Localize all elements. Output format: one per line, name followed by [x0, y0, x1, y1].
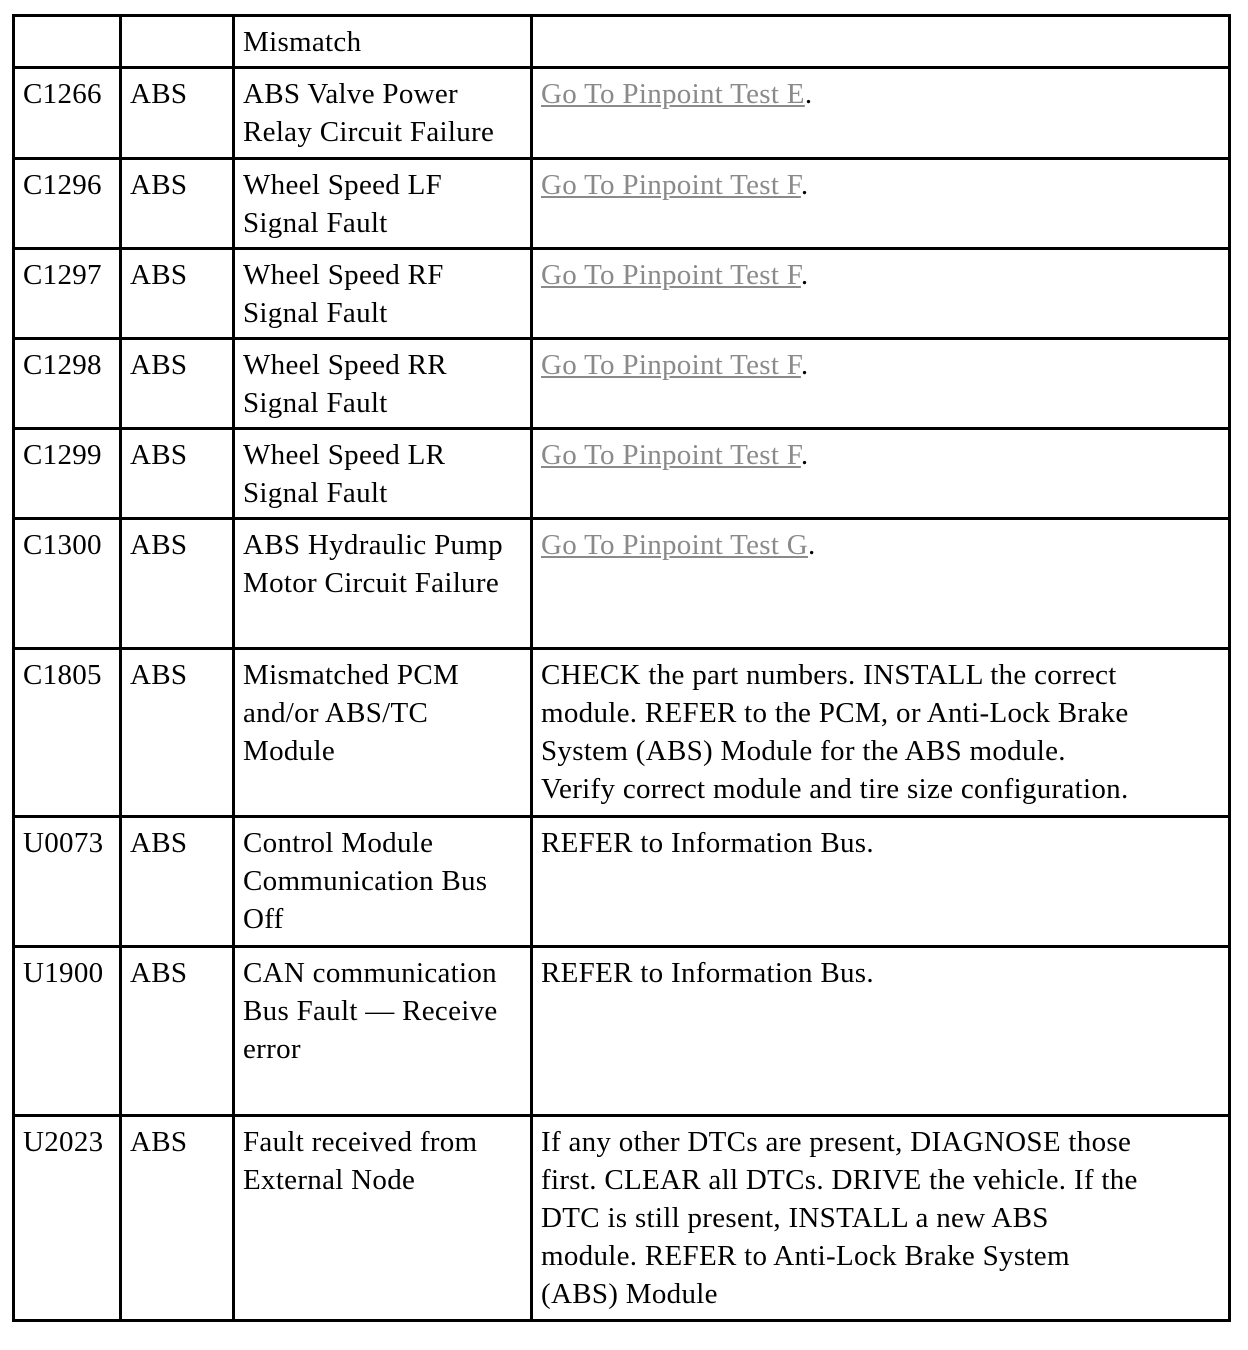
- pinpoint-test-link[interactable]: Go To Pinpoint Test F: [541, 439, 801, 471]
- action-text: If any other DTCs are present, DIAGNOSE those first. CLEAR all DTCs. DRIVE the vehicle. If the DTC is still present, INSTALL a new ABS module. REFER to Anti-Lock Brake System (ABS) Module: [541, 1126, 1138, 1310]
- table-row: [14, 249, 1230, 339]
- action-text: REFER to Information Bus.: [541, 957, 874, 989]
- table-row: [14, 339, 1230, 429]
- table-row: [14, 817, 1230, 947]
- description-cell: Wheel Speed RF Signal Fault: [234, 249, 532, 339]
- description-cell: CAN communication Bus Fault — Receive error: [234, 947, 532, 1116]
- link-suffix: .: [800, 439, 809, 471]
- module-cell: ABS: [121, 649, 234, 817]
- dtc-code-cell: C1299: [14, 429, 121, 519]
- module-cell: ABS: [121, 947, 234, 1116]
- action-cell: [532, 947, 1230, 1116]
- action-cell: [532, 249, 1230, 339]
- module-cell: ABS: [121, 339, 234, 429]
- module-cell: ABS: [121, 429, 234, 519]
- module-cell: ABS: [121, 817, 234, 947]
- pinpoint-test-link[interactable]: Go To Pinpoint Test F: [541, 349, 801, 381]
- table-row: [14, 68, 1230, 159]
- pinpoint-test-link[interactable]: Go To Pinpoint Test F: [541, 259, 801, 291]
- description-cell: ABS Valve Power Relay Circuit Failure: [234, 68, 532, 159]
- action-cell: [532, 649, 1230, 817]
- dtc-code-cell: U1900: [14, 947, 121, 1116]
- action-text: CHECK the part numbers. INSTALL the correct module. REFER to the PCM, or Anti-Lock Brake System (ABS) Module for the ABS module. Verify correct module and tire size configuration.: [541, 659, 1129, 805]
- pinpoint-test-link[interactable]: Go To Pinpoint Test G: [541, 529, 809, 561]
- link-suffix: .: [800, 349, 809, 381]
- action-cell: [532, 1116, 1230, 1321]
- action-cell: [532, 16, 1230, 68]
- link-suffix: .: [800, 259, 809, 291]
- description-cell: Mismatched PCM and/or ABS/TC Module: [234, 649, 532, 817]
- link-suffix: .: [804, 78, 813, 110]
- module-cell: [121, 16, 234, 68]
- module-cell: ABS: [121, 249, 234, 339]
- table-row: [14, 159, 1230, 249]
- table-row: [14, 947, 1230, 1116]
- dtc-table-body: [14, 16, 1230, 1321]
- table-row: [14, 429, 1230, 519]
- action-text: REFER to Information Bus.: [541, 827, 874, 859]
- module-cell: ABS: [121, 519, 234, 649]
- pinpoint-test-link[interactable]: Go To Pinpoint Test E: [541, 78, 805, 110]
- dtc-code-cell: U0073: [14, 817, 121, 947]
- description-cell: Mismatch: [234, 16, 532, 68]
- pinpoint-test-link[interactable]: Go To Pinpoint Test F: [541, 169, 801, 201]
- link-suffix: .: [808, 529, 816, 561]
- description-cell: ABS Hydraulic Pump Motor Circuit Failure: [234, 519, 532, 649]
- dtc-code-cell: C1805: [14, 649, 121, 817]
- dtc-code-cell: C1297: [14, 249, 121, 339]
- table-row: [14, 1116, 1230, 1321]
- dtc-code-cell: [14, 16, 121, 68]
- dtc-code-cell: C1300: [14, 519, 121, 649]
- action-cell: [532, 519, 1230, 649]
- table-row: [14, 649, 1230, 817]
- dtc-table: [12, 14, 1231, 1322]
- action-cell: [532, 339, 1230, 429]
- module-cell: ABS: [121, 68, 234, 159]
- table-row: [14, 519, 1230, 649]
- description-cell: Fault received from External Node: [234, 1116, 532, 1321]
- action-cell: [532, 159, 1230, 249]
- description-cell: Wheel Speed LF Signal Fault: [234, 159, 532, 249]
- module-cell: ABS: [121, 1116, 234, 1321]
- table-row: [14, 16, 1230, 68]
- dtc-code-cell: C1298: [14, 339, 121, 429]
- description-cell: Wheel Speed LR Signal Fault: [234, 429, 532, 519]
- action-cell: [532, 429, 1230, 519]
- action-cell: [532, 68, 1230, 159]
- description-cell: Wheel Speed RR Signal Fault: [234, 339, 532, 429]
- module-cell: ABS: [121, 159, 234, 249]
- dtc-code-cell: U2023: [14, 1116, 121, 1321]
- link-suffix: .: [800, 169, 809, 201]
- dtc-code-cell: C1266: [14, 68, 121, 159]
- action-cell: [532, 817, 1230, 947]
- dtc-code-cell: C1296: [14, 159, 121, 249]
- description-cell: Control Module Communication Bus Off: [234, 817, 532, 947]
